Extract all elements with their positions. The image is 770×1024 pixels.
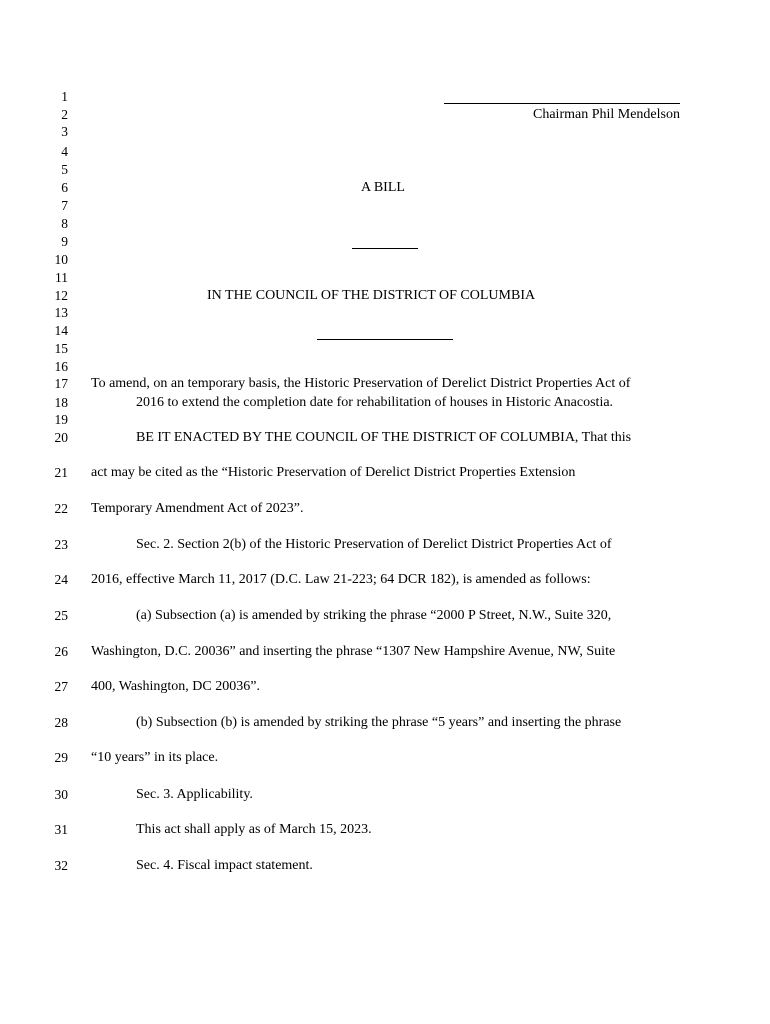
body-line: “10 years” in its place. [91, 750, 219, 765]
line-number: 21 [54, 465, 68, 480]
line-number: 5 [61, 162, 68, 177]
line-number: 4 [61, 144, 68, 159]
line-number: 28 [54, 715, 68, 730]
line-number: 26 [54, 644, 68, 659]
body-line: Temporary Amendment Act of 2023”. [91, 501, 304, 516]
body-line: act may be cited as the “Historic Preservation of Derelict District Properties Extension [91, 465, 576, 480]
long-title-line-2: 2016 to extend the completion date for rehabilitation of houses in Historic Anacostia. [136, 395, 614, 410]
line-number: 25 [54, 608, 68, 623]
line-number: 8 [61, 216, 68, 231]
line-number: 30 [54, 787, 68, 802]
section-4-heading: Sec. 4. Fiscal impact statement. [136, 858, 313, 873]
line-number: 23 [54, 537, 68, 552]
body-line: Washington, D.C. 20036” and inserting the phrase “1307 New Hampshire Avenue, NW, Suite [91, 644, 616, 659]
line-number: 24 [54, 572, 68, 587]
bill-number-blank [352, 248, 418, 249]
line-number: 19 [54, 412, 68, 427]
section-2-line: Sec. 2. Section 2(b) of the Historic Preservation of Derelict District Properties Act of [136, 537, 612, 552]
line-number: 27 [54, 679, 68, 694]
subsection-a: (a) Subsection (a) is amended by striking the phrase “2000 P Street, N.W., Suite 320, [136, 608, 612, 623]
line-number: 12 [54, 288, 68, 303]
introducer-name: Chairman Phil Mendelson [533, 107, 680, 122]
line-number: 1 [61, 89, 68, 104]
enacting-clause: BE IT ENACTED BY THE COUNCIL OF THE DISTRICT OF COLUMBIA, That this [136, 430, 632, 445]
line-number: 20 [54, 430, 68, 445]
section-3-heading: Sec. 3. Applicability. [136, 787, 253, 802]
line-number: 29 [54, 750, 68, 765]
long-title-line-1: To amend, on an temporary basis, the Historic Preservation of Derelict District Properties Act of [91, 376, 631, 391]
line-number: 3 [61, 124, 68, 139]
line-number: 14 [54, 323, 68, 338]
line-number: 22 [54, 501, 68, 516]
line-number: 10 [54, 252, 68, 267]
council-heading: IN THE COUNCIL OF THE DISTRICT OF COLUMBIA [207, 288, 536, 303]
line-number: 18 [54, 395, 68, 410]
applicability-text: This act shall apply as of March 15, 2023. [136, 822, 372, 837]
signature-line [444, 97, 680, 104]
line-number: 15 [54, 341, 68, 356]
doc-type-heading: A BILL [361, 180, 405, 195]
line-number: 11 [55, 270, 68, 285]
separator-line [317, 339, 453, 340]
line-number: 32 [54, 858, 68, 873]
line-number: 17 [54, 376, 68, 391]
body-line: 400, Washington, DC 20036”. [91, 679, 260, 694]
line-number: 9 [61, 234, 68, 249]
line-number: 13 [54, 305, 68, 320]
line-number: 31 [54, 822, 68, 837]
line-number: 6 [61, 180, 68, 195]
subsection-b: (b) Subsection (b) is amended by striking the phrase “5 years” and inserting the phrase [136, 715, 622, 730]
line-number: 16 [54, 359, 68, 374]
line-number: 2 [61, 107, 68, 122]
body-line: 2016, effective March 11, 2017 (D.C. Law 21-223; 64 DCR 182), is amended as follows: [91, 572, 591, 587]
line-number: 7 [61, 198, 68, 213]
